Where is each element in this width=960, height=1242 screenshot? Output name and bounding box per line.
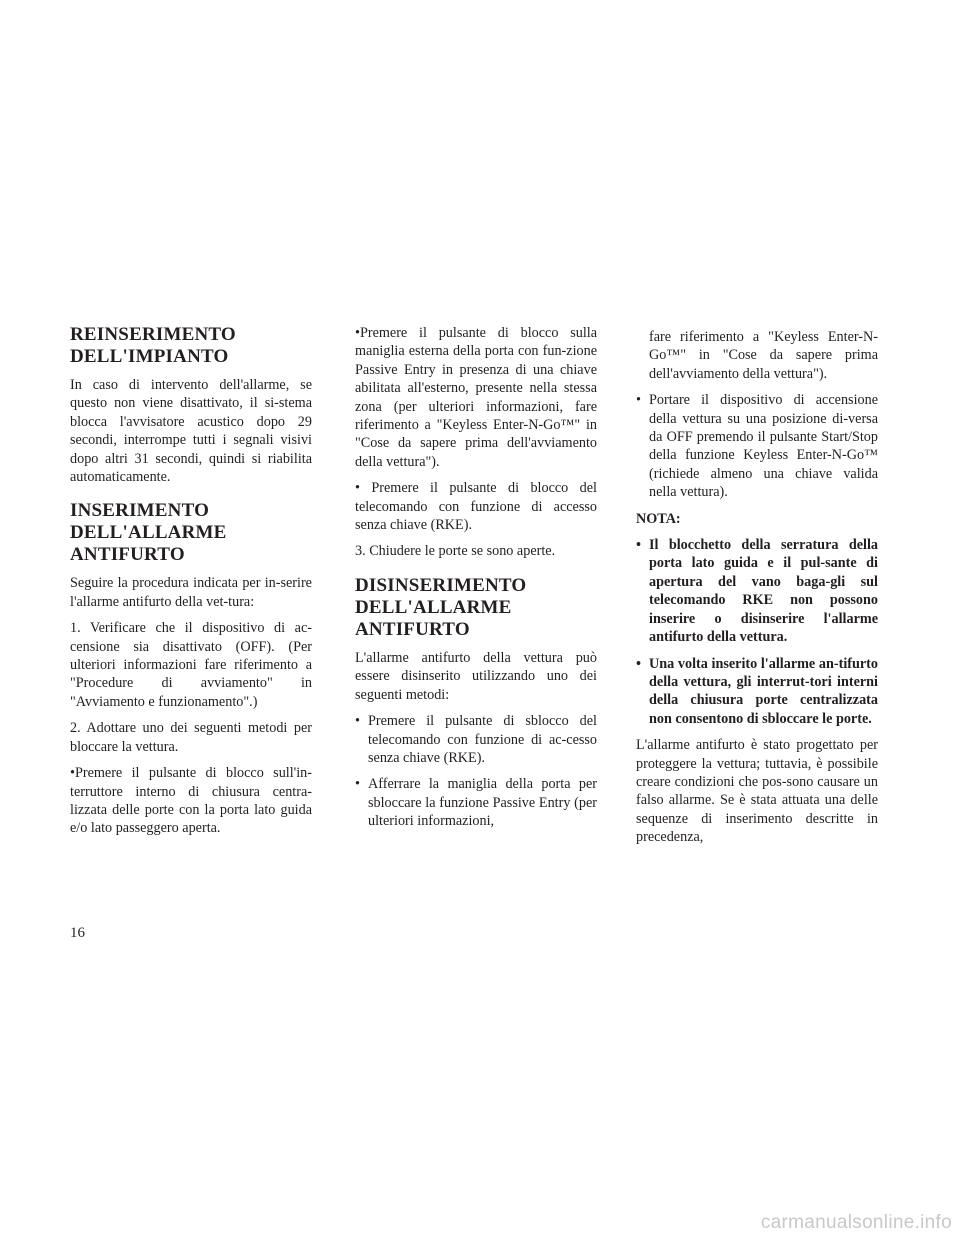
step-3: 3. Chiudere le porte se sono aperte. <box>355 543 556 560</box>
paragraph: In caso di intervento dell'allarme, se questo non viene disattivato, il si-stema blocca l'avvisatore acustico dopo 29 secondi, interrompe tutti i segnali visivi dopo altri 31 secondi, quindi si riabilita automaticamente. <box>70 377 312 486</box>
note-item-text: Il blocchetto della serratura della porta lato guida e il pul-sante di apertura del vano baga-gli sul telecomando RKE non possono inserire o disinserire l'allarme antifurto della vettura. <box>649 537 878 646</box>
list-item <box>636 391 878 501</box>
list-item <box>355 775 597 830</box>
note-item <box>636 655 878 729</box>
step-1: 1. Verificare che il dispositivo di ac-censione sia disattivato (OFF). (Per ulteriori informazioni fare riferimento a "Procedure di avviamento" in "Avviamento e funzionamento".) <box>70 620 312 710</box>
bullet-icon: • <box>636 392 641 409</box>
bullet-icon: • <box>636 537 641 554</box>
method-item: •Premere il pulsante di blocco sulla maniglia esterna della porta con fun-zione Passive Entry in presenza di una chiave abilitata all'esterno, presente nella stessa zona (per ulteriori informazioni, fare riferimento a "Keyless Enter-N-Go™" in "Cose da sapere prima dell'avviamento della vettura"). <box>355 325 597 470</box>
bullet-icon: • <box>636 655 641 672</box>
list-item-text: Portare il dispositivo di accensione della vettura su una posizione di-versa da OFF premendo il pulsante Start/Stop della funzione Keyless Enter-N-Go™ (richiede almeno una chiave valida nella vettura). <box>649 392 878 501</box>
bullet-icon: • <box>355 776 360 793</box>
column-left <box>70 324 312 846</box>
paragraph: L'allarme antifurto della vettura può essere disinserito utilizzando uno dei seguenti metodi: <box>355 649 597 703</box>
paragraph: Seguire la procedura indicata per in-serire l'allarme antifurto della vet-tura: <box>70 575 312 610</box>
method-item: •Premere il pulsante di blocco sull'in-terruttore interno di chiusura centra-lizzata delle porte con la porta lato guida e/o lato passeggero aperta. <box>70 765 312 837</box>
note-item <box>636 536 878 646</box>
note-label: NOTA: <box>636 510 681 527</box>
method-item: • Premere il pulsante di blocco del telecomando con funzione di accesso senza chiave (RKE). <box>355 480 597 534</box>
section-heading-disinserimento: DISINSERIMENTO DELL'ALLARME ANTIFURTO <box>355 574 527 640</box>
page-number: 16 <box>70 925 85 941</box>
list-item-continuation: fare riferimento a "Keyless Enter-N-Go™" in "Cose da sapere prima dell'avviamento della vettura"). <box>649 329 878 382</box>
note-item-text: Una volta inserito l'allarme an-tifurto della vettura, gli interrut-tori interni della chiusura porte centralizzata non consentono di sbloccare le porte. <box>649 655 878 727</box>
bullet-icon: • <box>355 713 360 730</box>
list-item-text: Afferrare la maniglia della porta per sbloccare la funzione Passive Entry (per ulteriori informazioni, <box>368 776 597 830</box>
watermark: carmanualsonline.info <box>760 1212 952 1233</box>
step-2: 2. Adottare uno dei seguenti metodi per bloccare la vettura. <box>70 720 312 755</box>
column-right <box>636 328 878 855</box>
list-item-text: Premere il pulsante di sblocco del telecomando con funzione di ac-cesso senza chiave (RKE). <box>368 713 597 766</box>
section-heading-reinserimento: REINSERIMENTO DELL'IMPIANTO <box>70 324 236 367</box>
column-middle <box>355 324 597 839</box>
list-item <box>355 712 597 767</box>
section-heading-inserimento: INSERIMENTO DELL'ALLARME ANTIFURTO <box>70 500 227 566</box>
paragraph: L'allarme antifurto è stato progettato per proteggere la vettura; tuttavia, è possibile creare condizioni che pos-sono causare un falso allarme. Se è stata attuata una delle sequenze di inserimento descritte in precedenza, <box>636 737 878 846</box>
